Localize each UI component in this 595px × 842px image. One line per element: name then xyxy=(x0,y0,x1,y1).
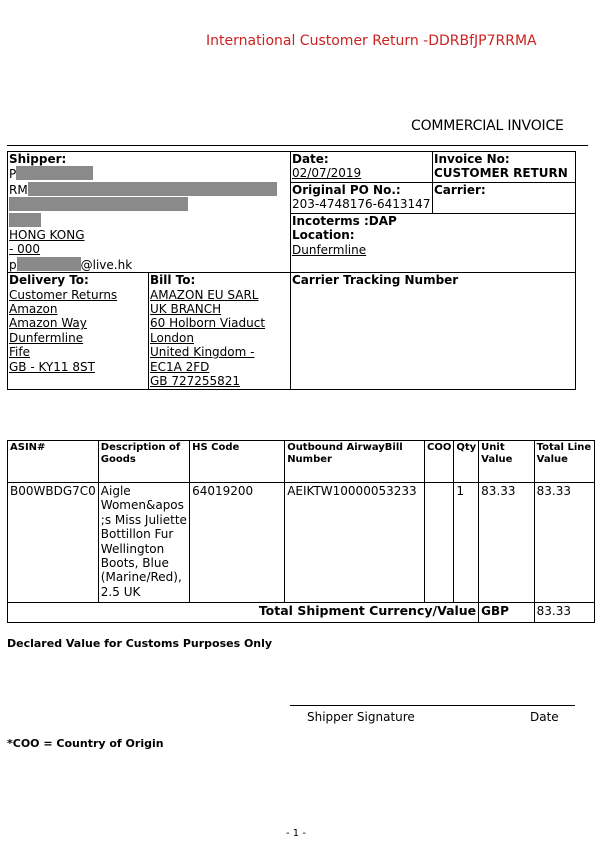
total-label: Total Shipment Currency/Value xyxy=(8,603,479,623)
carrier-tracking-label: Carrier Tracking Number xyxy=(292,273,459,288)
carrier-tracking-cell xyxy=(291,273,576,389)
declared-value-note: Declared Value for Customs Purposes Only xyxy=(7,637,273,650)
shipper-name-prefix: P xyxy=(9,167,17,182)
table-header-row xyxy=(8,441,595,483)
signature-line xyxy=(290,705,575,706)
total-value: 83.33 xyxy=(534,603,594,623)
delivery-line: Amazon Way xyxy=(9,316,87,331)
cell-unit-value: 83.33 xyxy=(479,483,534,603)
original-po-value: 203-4748176-6413147 xyxy=(292,197,431,212)
redacted-block xyxy=(9,197,188,211)
total-row xyxy=(8,603,595,623)
cell-airway-bill: AEIKTW10000053233 xyxy=(285,483,425,603)
incoterms-cell xyxy=(291,214,576,273)
original-po-cell xyxy=(291,182,433,213)
delivery-line: Fife xyxy=(9,345,30,360)
bill-to-line: GB 727255821 xyxy=(150,374,241,389)
date-value: 02/07/2019 xyxy=(292,166,362,181)
bill-to-cell xyxy=(149,273,291,389)
invoice-no-value: CUSTOMER RETURN xyxy=(434,166,568,181)
redacted-block xyxy=(16,166,93,180)
bill-to-line: 60 Holborn Viaduct xyxy=(150,316,266,331)
invoice-no-cell xyxy=(433,152,576,183)
cell-total-line-value: 83.33 xyxy=(534,483,594,603)
delivery-to-cell xyxy=(8,273,149,389)
table-row xyxy=(8,483,595,603)
column-header-asin: ASIN# xyxy=(8,441,99,483)
shipper-signature-label: Shipper Signature xyxy=(307,710,415,724)
delivery-line: GB - KY11 8ST xyxy=(9,359,95,374)
column-header-coo: COO xyxy=(425,441,454,483)
bill-to-line: AMAZON EU SARL xyxy=(150,287,259,302)
date-label: Date: xyxy=(292,152,329,166)
document-title: International Customer Return -DDRBfJP7RRMA xyxy=(206,33,537,49)
cell-description: Aigle Women&apos;s Miss Juliette Bottillon Fur Wellington Boots, Blue (Marine/Red), 2.5 UK xyxy=(98,483,189,603)
shipper-label: Shipper: xyxy=(9,152,67,166)
redacted-block xyxy=(28,182,277,196)
location-label: Location: xyxy=(292,228,355,243)
cell-qty: 1 xyxy=(454,483,479,603)
column-header-unit-value: Unit Value xyxy=(479,441,534,483)
delivery-to-label: Delivery To: xyxy=(9,273,89,288)
shipper-cell xyxy=(8,152,291,273)
cell-coo xyxy=(425,483,454,603)
shipper-email-prefix: p xyxy=(9,257,17,272)
delivery-line: Customer Returns xyxy=(9,287,118,302)
delivery-line: Amazon xyxy=(9,302,58,317)
cell-hs-code: 64019200 xyxy=(190,483,285,603)
bill-to-line: UK BRANCH xyxy=(150,302,222,317)
invoice-heading: COMMERCIAL INVOICE xyxy=(411,118,564,134)
carrier-cell xyxy=(433,182,576,213)
bill-to-line: EC1A 2FD xyxy=(150,359,210,374)
invoice-no-label: Invoice No: xyxy=(434,152,510,166)
column-header-description: Description of Goods xyxy=(98,441,189,483)
bill-to-line: London xyxy=(150,330,194,345)
column-header-total-line-value: Total Line Value xyxy=(534,441,594,483)
incoterms-label: Incoterms :DAP xyxy=(292,214,397,229)
bill-to-label: Bill To: xyxy=(150,273,196,288)
column-header-hs-code: HS Code xyxy=(190,441,285,483)
signature-date-label: Date xyxy=(530,710,559,724)
shipper-email-suffix: @live.hk xyxy=(80,257,133,272)
total-currency: GBP xyxy=(479,603,534,623)
location-value: Dunfermline xyxy=(292,242,367,257)
page-number: - 1 - xyxy=(286,828,306,839)
coo-footnote: *COO = Country of Origin xyxy=(7,737,164,750)
heading-divider xyxy=(7,145,588,146)
line-items-table xyxy=(7,440,595,623)
bill-to-line: United Kingdom - xyxy=(150,345,255,360)
redacted-block xyxy=(9,213,41,227)
delivery-line: Dunfermline xyxy=(9,330,84,345)
column-header-airway-bill: Outbound AirwayBill Number xyxy=(285,441,425,483)
original-po-label: Original PO No.: xyxy=(292,182,401,197)
invoice-header-table xyxy=(7,151,576,390)
carrier-label: Carrier: xyxy=(434,182,486,197)
column-header-qty: Qty xyxy=(454,441,479,483)
shipper-address-prefix: RM xyxy=(9,182,28,197)
shipper-city: HONG KONG xyxy=(9,228,85,243)
shipper-postal: - 000 xyxy=(9,242,41,257)
redacted-block xyxy=(17,257,81,271)
cell-asin: B00WBDG7C0 xyxy=(8,483,99,603)
date-cell xyxy=(291,152,433,183)
